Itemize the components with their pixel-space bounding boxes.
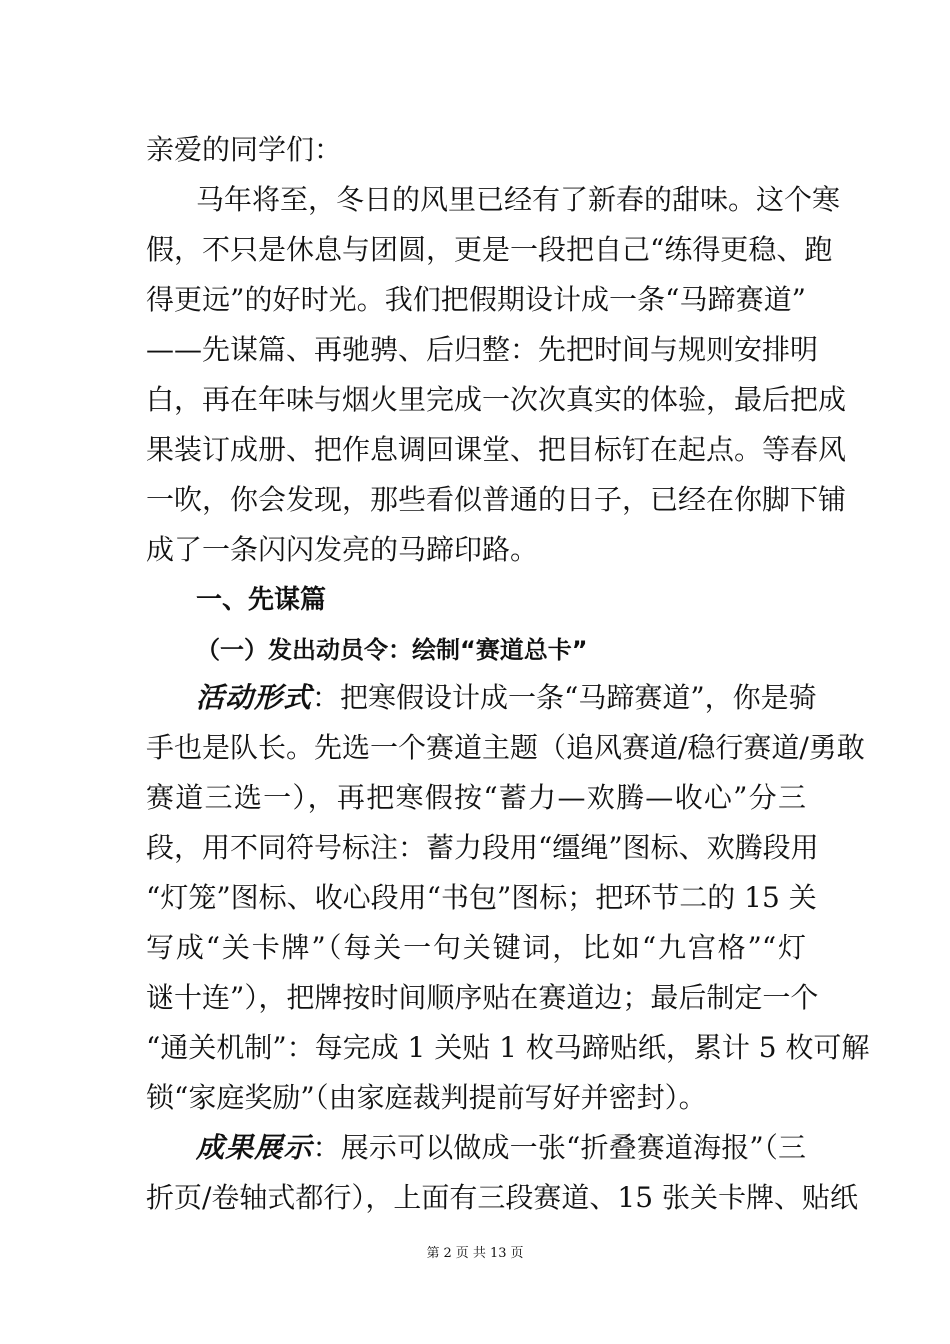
intro-paragraph-line: 白，再在年味与烟火里完成一次次真实的体验，最后把成 — [146, 383, 847, 416]
footer-mid: 页 共 — [455, 1246, 486, 1261]
intro-paragraph-line: 成了一条闪闪发亮的马蹄印路。 — [146, 533, 539, 566]
footer-total-pages: 13 — [489, 1246, 507, 1261]
intro-paragraph-line: 马年将至，冬日的风里已经有了新春的甜味。这个寒 — [196, 183, 841, 216]
activity-line: 段，用不同符号标注：蓄力段用“缰绳”图标、欢腾段用 — [146, 831, 819, 864]
footer-page-number: 2 — [443, 1246, 452, 1261]
result-first-line — [196, 1128, 806, 1168]
activity-line: “灯笼”图标、收心段用“书包”图标；把环节二的 15 关 — [146, 881, 817, 914]
activity-first-line — [196, 678, 817, 718]
result-line: 折页/卷轴式都行），上面有三段赛道、15 张关卡牌、贴纸 — [146, 1181, 858, 1214]
activity-line: “通关机制”：每完成 1 关贴 1 枚马蹄贴纸，累计 5 枚可解 — [146, 1031, 870, 1064]
intro-paragraph-line: 假，不只是休息与团圆，更是一段把自己“练得更稳、跑 — [146, 233, 833, 266]
activity-line: 手也是队长。先选一个赛道主题（追风赛道/稳行赛道/勇敢 — [146, 731, 865, 764]
salutation: 亲爱的同学们： — [146, 133, 343, 166]
intro-paragraph-line: 一吹，你会发现，那些看似普通的日子，已经在你脚下铺 — [146, 483, 847, 516]
activity-label: 活动形式 — [196, 681, 313, 714]
page-footer — [0, 1244, 950, 1264]
intro-paragraph-line: ——先谋篇、再驰骋、后归整：先把时间与规则安排明 — [146, 333, 819, 366]
intro-paragraph-line: 果装订成册、把作息调回课堂、把目标钉在起点。等春风 — [146, 433, 847, 466]
result-label: 成果展示 — [196, 1131, 313, 1164]
result-first-text: ：展示可以做成一张“折叠赛道海报”（三 — [312, 1131, 806, 1164]
activity-line: 谜十连”），把牌按时间顺序贴在赛道边；最后制定一个 — [146, 981, 819, 1014]
subsection-heading: （一）发出动员令：绘制“赛道总卡” — [196, 636, 588, 664]
activity-first-text: ：把寒假设计成一条“马蹄赛道”，你是骑 — [312, 681, 817, 714]
activity-line: 锁“家庭奖励”（由家庭裁判提前写好并密封）。 — [146, 1081, 707, 1114]
activity-line: 写成“关卡牌”（每关一句关键词，比如“九宫格”“灯 — [146, 931, 806, 964]
footer-suffix: 页 — [510, 1246, 524, 1261]
section-heading: 一、先谋篇 — [196, 585, 327, 615]
activity-line: 赛道三选一），再把寒假按“蓄力—欢腾—收心”分三 — [146, 781, 806, 814]
intro-paragraph-line: 得更远”的好时光。我们把假期设计成一条“马蹄赛道” — [146, 283, 806, 316]
footer-prefix: 第 — [426, 1246, 440, 1261]
